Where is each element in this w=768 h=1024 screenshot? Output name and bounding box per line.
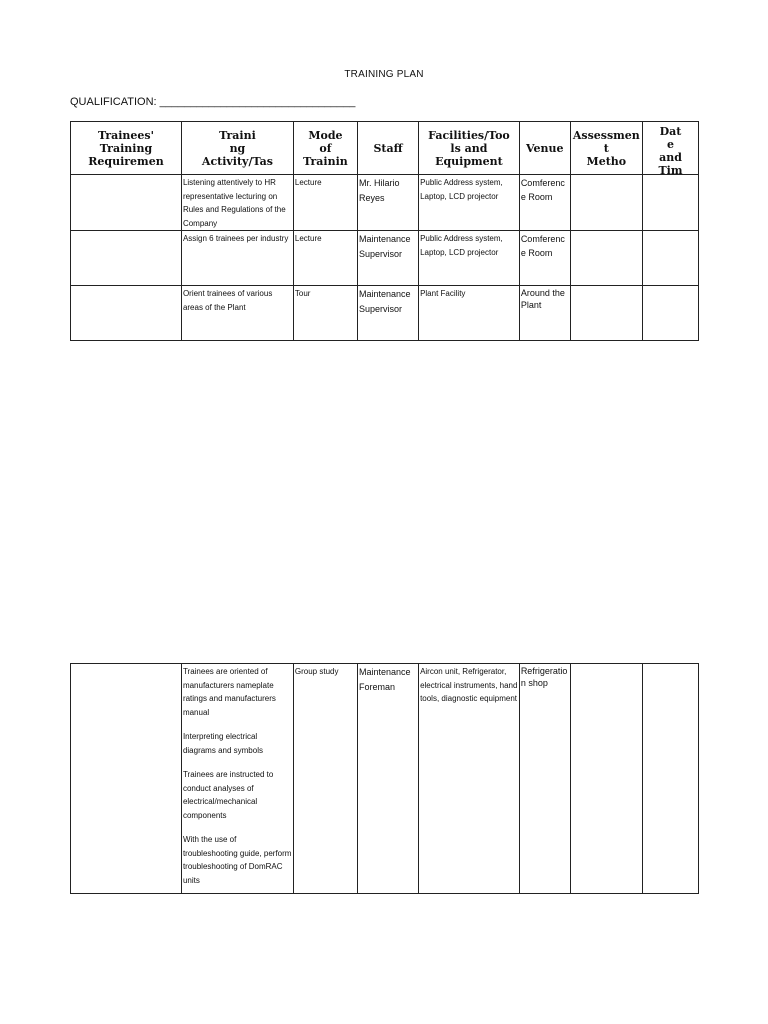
cell-assessment bbox=[570, 286, 642, 341]
header-mode-line: Trainin bbox=[303, 154, 348, 168]
cell-date bbox=[642, 231, 698, 286]
cell-facilities: Public Address system, Laptop, LCD projector bbox=[419, 175, 520, 231]
cell-activity: Orient trainees of various areas of the Plant bbox=[181, 286, 293, 341]
cell-mode: Lecture bbox=[293, 175, 357, 231]
cell-mode: Tour bbox=[293, 286, 357, 341]
cell-requirement bbox=[71, 664, 182, 894]
header-venue-line: Venue bbox=[525, 141, 564, 155]
header-assessment-line: Assessmen bbox=[572, 128, 640, 142]
cell-staff: Maintenance Supervisor bbox=[358, 286, 419, 341]
header-facilities-line: Facilities/Too bbox=[428, 128, 510, 142]
header-row bbox=[71, 122, 699, 175]
cell-assessment bbox=[570, 664, 642, 894]
cell-activity: Assign 6 trainees per industry bbox=[181, 231, 293, 286]
cell-venue: Refrigeratio n shop bbox=[519, 664, 570, 894]
header-facilities bbox=[419, 122, 520, 175]
cell-staff: Maintenance Supervisor bbox=[358, 231, 419, 286]
cell-date bbox=[642, 664, 698, 894]
header-facilities-line: ls and bbox=[450, 141, 488, 155]
cell-requirement bbox=[71, 231, 182, 286]
header-activity bbox=[181, 122, 293, 175]
header-staff bbox=[358, 122, 419, 175]
header-date bbox=[642, 122, 698, 175]
header-mode-line: Mode bbox=[308, 128, 343, 142]
cell-activity: Listening attentively to HR representative lecturing on Rules and Regulations of the Company bbox=[181, 175, 293, 231]
header-assessment-line: t bbox=[603, 141, 609, 155]
cell-date bbox=[642, 175, 698, 231]
header-requirements-line: Trainees' bbox=[97, 128, 154, 142]
header-staff-line: Staff bbox=[373, 141, 403, 155]
cell-activity bbox=[181, 664, 293, 894]
cell-staff: Mr. Hilario Reyes bbox=[358, 175, 419, 231]
header-requirements-line: Requiremen bbox=[88, 154, 164, 168]
header-date-line: e bbox=[666, 138, 674, 151]
activity-paragraph: Trainees are instructed to conduct analyses of electrical/mechanical components bbox=[182, 770, 274, 820]
header-date-line: Tim bbox=[658, 164, 683, 174]
activity-paragraph: Interpreting electrical diagrams and symbols bbox=[182, 732, 263, 755]
training-plan-table bbox=[70, 121, 699, 341]
training-plan-table-continued bbox=[70, 663, 699, 894]
cell-date bbox=[642, 286, 698, 341]
document-title: TRAINING PLAN bbox=[344, 69, 424, 80]
cell-venue: Comferenc e Room bbox=[519, 231, 570, 286]
cell-mode: Lecture bbox=[293, 231, 357, 286]
table-row bbox=[71, 286, 699, 341]
cell-facilities: Plant Facility bbox=[419, 286, 520, 341]
header-assessment-line: Metho bbox=[586, 154, 627, 168]
header-date-line: and bbox=[659, 151, 682, 164]
cell-staff: Maintenance Foreman bbox=[358, 664, 419, 894]
header-venue bbox=[519, 122, 570, 175]
cell-mode: Group study bbox=[293, 664, 357, 894]
cell-facilities: Aircon unit, Refrigerator, electrical instruments, hand tools, diagnostic equipment bbox=[419, 664, 520, 894]
cell-assessment bbox=[570, 175, 642, 231]
header-date-line: Dat bbox=[659, 125, 682, 138]
table-row bbox=[71, 231, 699, 286]
cell-venue: Around the Plant bbox=[519, 286, 570, 341]
activity-paragraph: Trainees are oriented of manufacturers nameplate ratings and manufacturers manual bbox=[182, 667, 276, 717]
header-mode bbox=[293, 122, 357, 175]
header-activity-line: Traini bbox=[219, 128, 256, 142]
cell-requirement bbox=[71, 286, 182, 341]
header-activity-line: ng bbox=[229, 141, 246, 155]
table-row bbox=[71, 175, 699, 231]
header-assessment bbox=[570, 122, 642, 175]
header-mode-line: of bbox=[319, 141, 332, 155]
cell-venue: Comferenc e Room bbox=[519, 175, 570, 231]
header-requirements-line: Training bbox=[99, 141, 153, 155]
activity-paragraph: With the use of troubleshooting guide, perform troubleshooting of DomRAC units bbox=[182, 835, 292, 885]
cell-facilities: Public Address system, Laptop, LCD projector bbox=[419, 231, 520, 286]
cell-assessment bbox=[570, 231, 642, 286]
table-row bbox=[71, 664, 699, 894]
cell-requirement bbox=[71, 175, 182, 231]
header-requirements bbox=[71, 122, 182, 175]
header-activity-line: Activity/Tas bbox=[201, 154, 273, 168]
qualification-label: QUALIFICATION: ________________________________ bbox=[70, 96, 356, 108]
header-facilities-line: Equipment bbox=[435, 154, 503, 168]
